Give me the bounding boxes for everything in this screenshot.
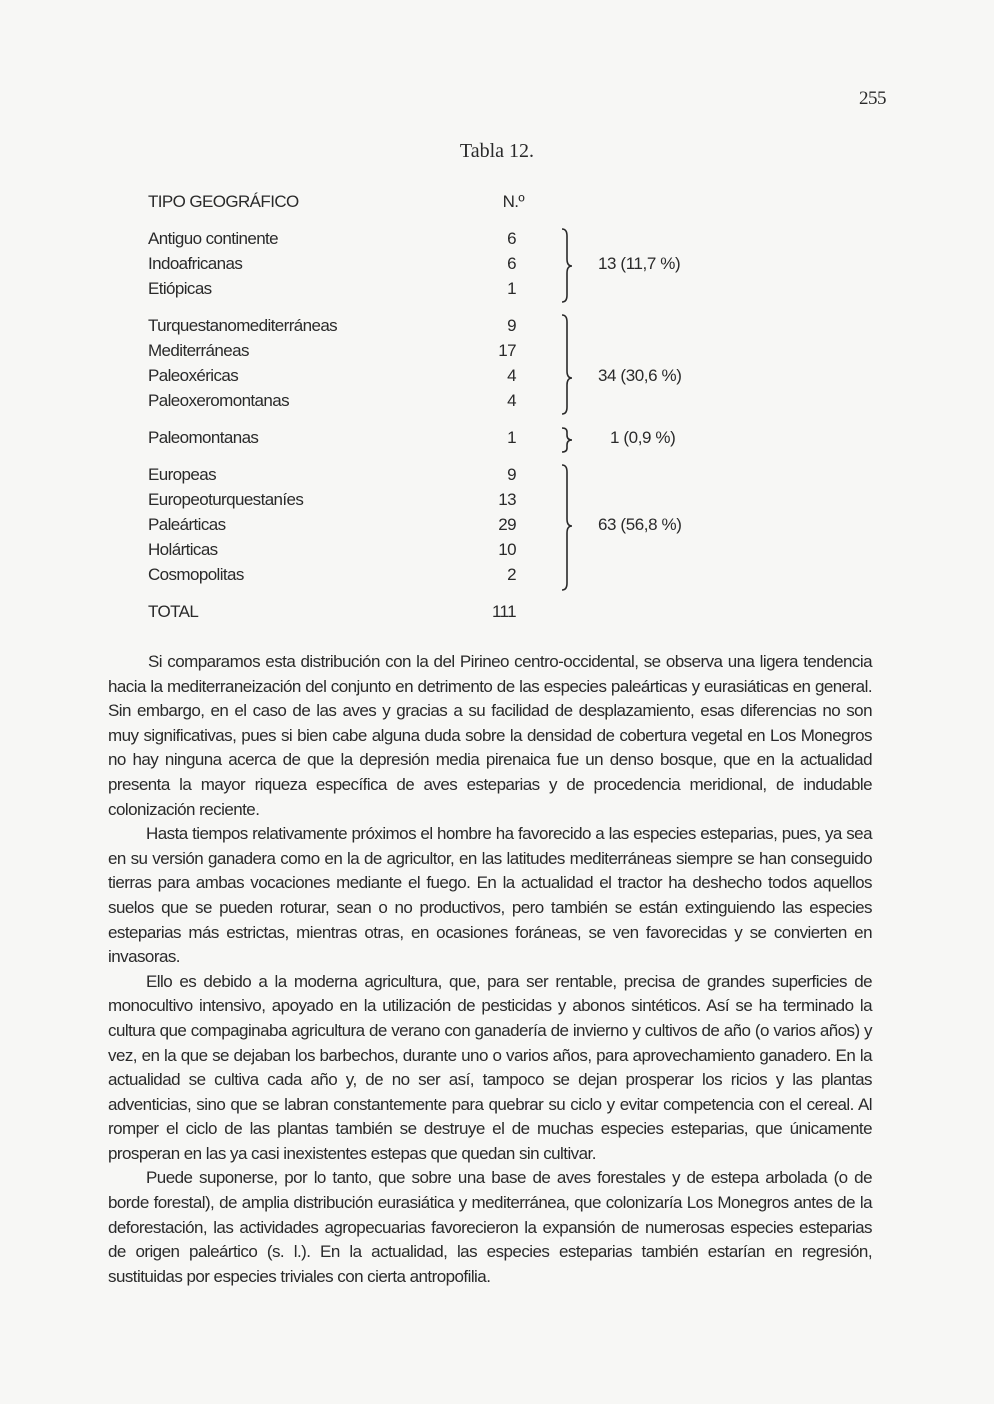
type-name: Paleoxéricas [148,366,239,385]
type-count: 1 [507,428,516,447]
paragraph: Hasta tiempos relativamente próximos el hombre ha favorecido a las especies esteparias, pues, ya sea en su versión ganadera como en la de agricultor, en las latitudes mediterráneas siempre se han conseguido tierras para ambas vocaciones mediante el fuego. En la actualidad el tractor ha deshecho todos aquellos suelos que se pueden roturar, sean o no productivos, pero también se están extinguiendo las especies esteparias más estrictas, mientras otras, en ocasiones foráneas, se ven favorecidas y se convierten en invasoras. [108,824,872,967]
group-brace [562,428,572,452]
group-total: 1 (0,9 %) [610,428,676,447]
type-count: 29 [498,515,516,534]
group-total: 13 (11,7 %) [598,254,681,273]
table-header-type: TIPO GEOGRÁFICO [148,192,299,211]
type-name: Paleomontanas [148,428,259,447]
type-name: Paleoxeromontanas [148,391,290,410]
type-name: Mediterráneas [148,341,249,360]
body-text [108,650,872,1289]
total-label: TOTAL [148,602,199,621]
type-count: 2 [507,565,516,584]
total-count: 111 [491,602,516,621]
type-name: Holárticas [148,540,218,559]
type-count: 13 [498,490,516,509]
group-brace [562,229,572,302]
type-name: Antiguo continente [148,229,279,248]
group-brace [562,465,572,590]
table-title: Tabla 12. [459,140,535,162]
type-count: 9 [507,465,516,484]
group-braces [0,0,994,640]
table-header-n: N.º [502,192,524,211]
type-name: Indoafricanas [148,254,243,273]
type-name: Etiópicas [148,279,212,298]
type-name: Cosmopolitas [148,565,244,584]
group-brace [562,315,572,414]
type-name: Europeoturquestaníes [148,490,304,509]
type-count: 4 [507,391,516,410]
type-count: 17 [498,341,516,360]
group-total: 34 (30,6 %) [598,366,682,385]
paragraph: Si comparamos esta distribución con la del Pirineo centro-occidental, se observa una ligera tendencia hacia la mediterraneización del conjunto en detrimento de las especies paleárticas y eurasiáticas en general. Sin embargo, en el caso de las aves y gracias a su facilidad de desplazamiento, esas diferencias no son muy significativas, pues si bien cabe alguna duda sobre la densidad de cobertura vegetal en Los Monegros no hay ninguna acerca de que la depresión media pirenaica fue un denso bosque, que en la actualidad presenta la mayor riqueza específica de aves esteparias y de procedencia meridional, de indudable colonización reciente. [108,652,872,819]
group-total: 63 (56,8 %) [598,515,682,534]
type-count: 9 [507,316,516,335]
type-count: 4 [507,366,516,385]
type-name: Turquestanomediterráneas [148,316,338,335]
type-count: 10 [498,540,516,559]
type-name: Europeas [148,465,216,484]
paragraph: Puede suponerse, por lo tanto, que sobre una base de aves forestales y de estepa arbolada (o de borde forestal), de amplia distribución eurasiática y mediterránea, que colonizaría Los Monegros antes de la deforestación, las actividades agropecuarias favorecieron la expansión de numerosas especies esteparias de origen paleártico (s. l.). En la actualidad, las especies esteparias también estarían en regresión, sustituidas por especies triviales con cierta antropofilia. [108,1168,872,1286]
page-number: 255 [859,88,886,109]
type-name: Paleárticas [148,515,226,534]
type-count: 6 [507,254,516,273]
type-count: 6 [507,229,516,248]
type-count: 1 [507,279,516,298]
paragraph: Ello es debido a la moderna agricultura, que, para ser rentable, precisa de grandes superficies de monocultivo intensivo, apoyado en la utilización de pesticidas y abonos sintéticos. Así se ha terminado la cultura que compaginaba agricultura de verano con ganadería de invierno y cultivos de año (o varios años) y vez, en la que se dejaban los barbechos, durante uno o varios años, para aprovechamiento ganadero. En la actualidad se cultiva cada año y, de no ser así, tampoco se dejan prosperar los ricios y las plantas adventicias, sino que se labran constantemente para quebrar su ciclo y evitar competencia con el cereal. Al romper el ciclo de las plantas también se destruye el de muchas especies esteparias, que únicamente prosperan en las ya casi inexistentes estepas que quedan sin cultivar. [108,971,872,1163]
